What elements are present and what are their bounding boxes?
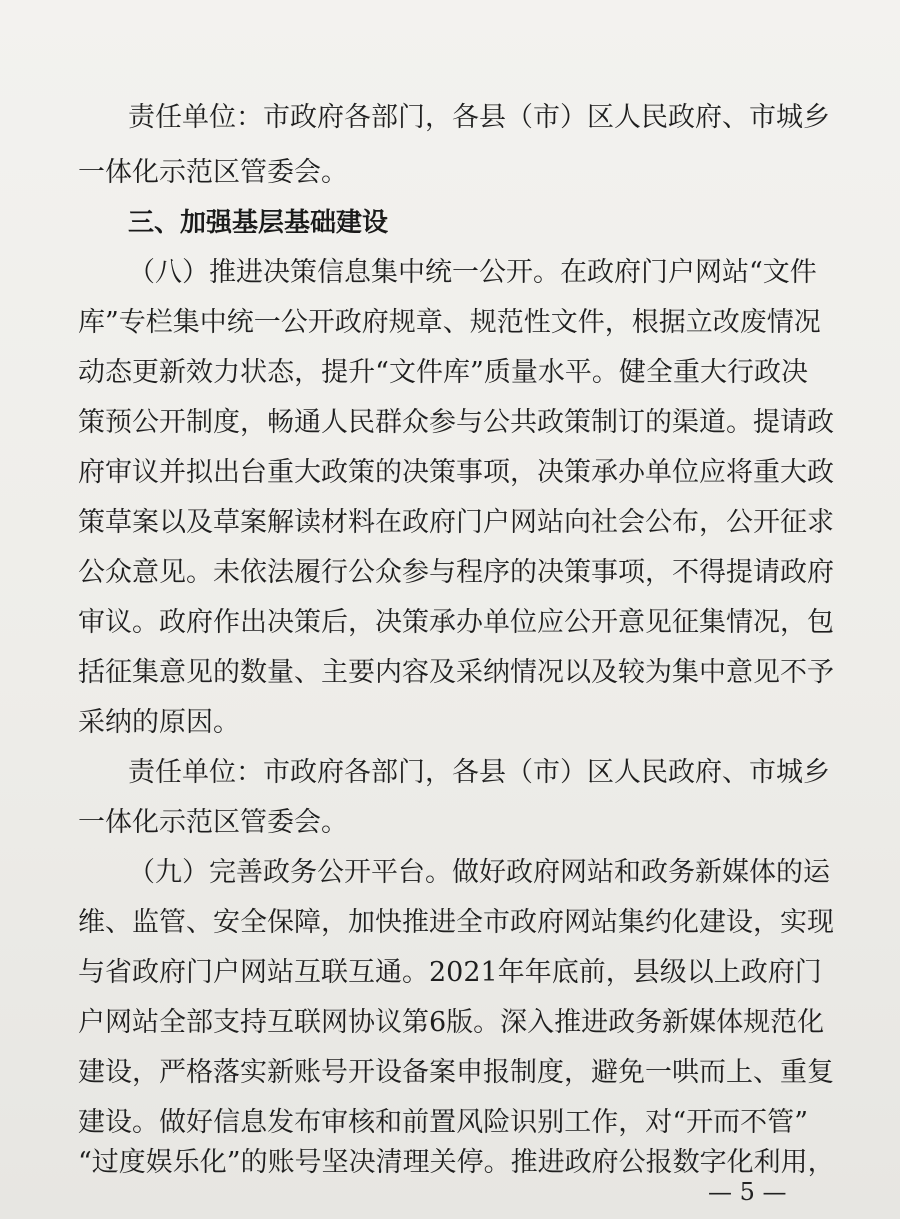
text-line: 责任单位：市政府各部门，各县（市）区人民政府、市城乡 [128, 757, 830, 788]
paragraph-line: 建设。做好信息发布审核和前置风险识别工作，对“开而不管” [78, 1107, 808, 1138]
paragraph-line: 户网站全部支持互联网协议第6版。深入推进政务新媒体规范化 [78, 1007, 825, 1038]
paragraph-line: 维、监管、安全保障，加快推进全市政府网站集约化建设，实现 [78, 907, 834, 938]
paragraph-line: “过度娱乐化”的账号坚决清理关停。推进政府公报数字化利用， [78, 1147, 835, 1178]
page-number: — 5 — [708, 1178, 787, 1206]
text-line: 一体化示范区管委会。 [78, 157, 348, 188]
paragraph-line: 策草案以及草案解读材料在政府门户网站向社会公布，公开征求 [78, 507, 834, 538]
paragraph-line: 府审议并拟出台重大政策的决策事项，决策承办单位应将重大政 [78, 457, 834, 488]
text-line: 责任单位：市政府各部门，各县（市）区人民政府、市城乡 [128, 102, 830, 133]
paragraph-line: 公众意见。未依法履行公众参与程序的决策事项，不得提请政府 [78, 557, 834, 588]
paragraph-line: 与省政府门户网站互联互通。2021年年底前，县级以上政府门 [78, 957, 822, 988]
paragraph-line: 建设，严格落实新账号开设备案申报制度，避免一哄而上、重复 [78, 1057, 834, 1088]
paragraph-line: 审议。政府作出决策后，决策承办单位应公开意见征集情况，包 [78, 607, 834, 638]
paragraph-line: 策预公开制度，畅通人民群众参与公共政策制订的渠道。提请政 [78, 407, 834, 438]
paragraph-line: （九）完善政务公开平台。做好政府网站和政务新媒体的运 [128, 857, 830, 888]
text-line: 一体化示范区管委会。 [78, 807, 348, 838]
paragraph-line: 库”专栏集中统一公开政府规章、规范性文件，根据立改废情况 [78, 307, 821, 338]
paragraph-line: （八）推进决策信息集中统一公开。在政府门户网站“文件 [128, 257, 817, 288]
paragraph-line: 括征集意见的数量、主要内容及采纳情况以及较为集中意见不予 [78, 657, 834, 688]
section-heading: 三、加强基层基础建设 [128, 208, 389, 238]
paragraph-line: 动态更新效力状态，提升“文件库”质量水平。健全重大行政决 [78, 357, 808, 388]
paragraph-line: 采纳的原因。 [78, 707, 240, 738]
